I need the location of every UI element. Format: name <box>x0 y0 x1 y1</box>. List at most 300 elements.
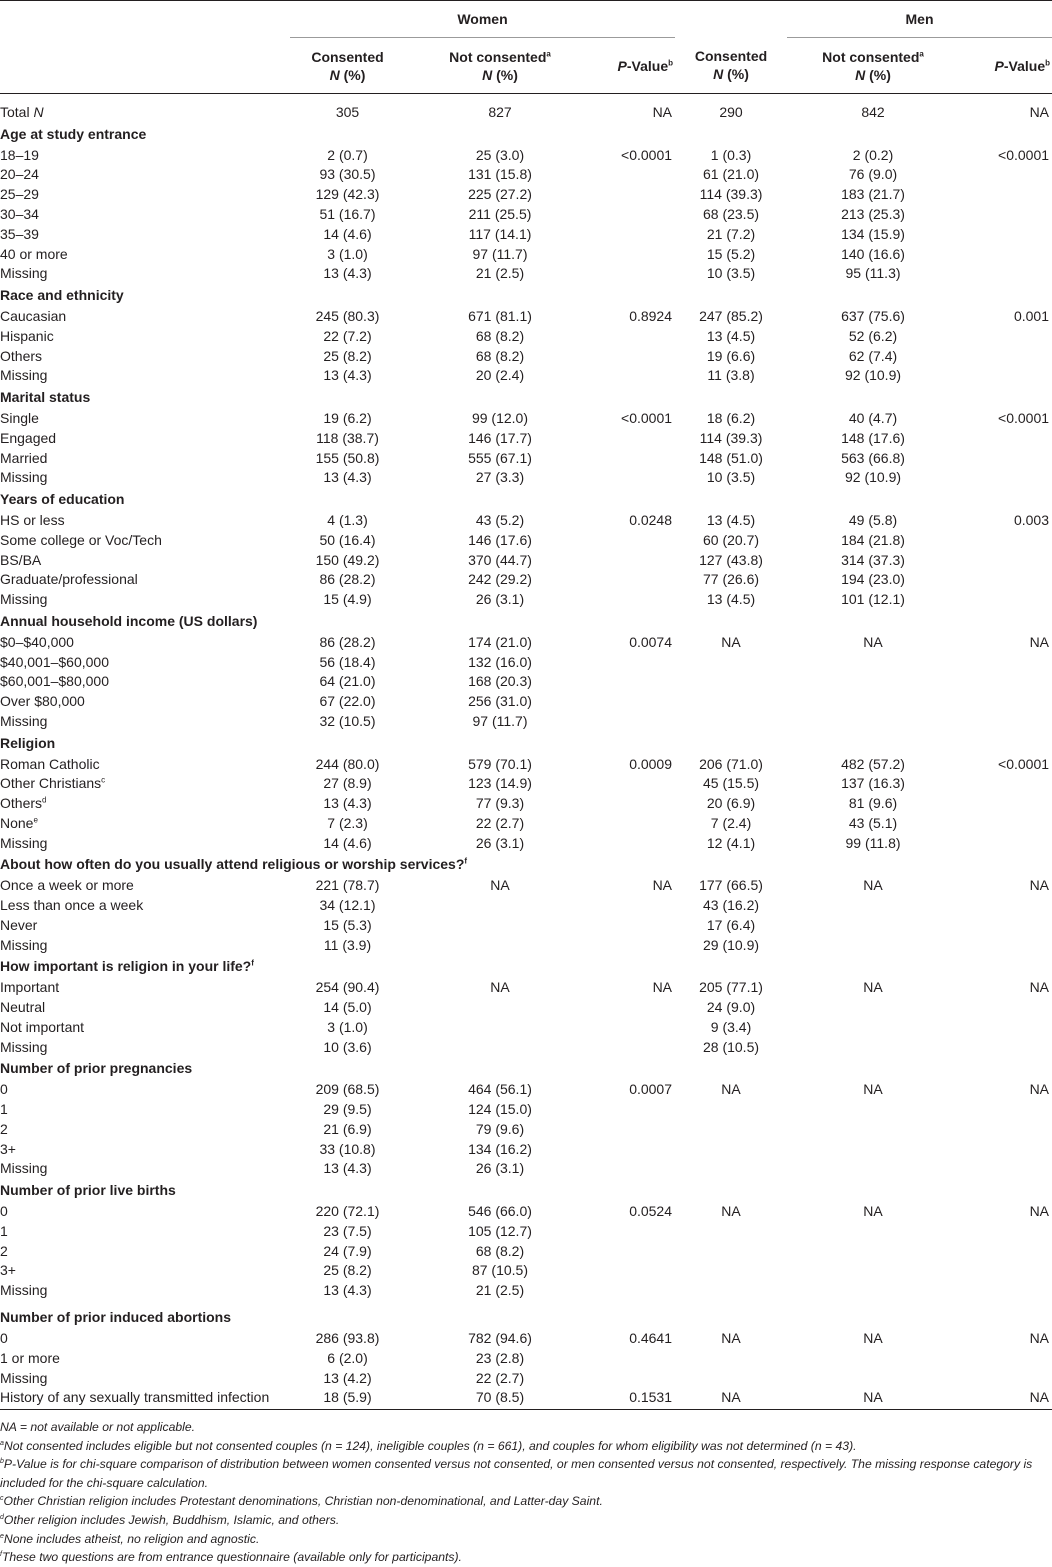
table-cell: 15 (4.9) <box>323 591 372 608</box>
section-heading <box>0 1301 1052 1329</box>
row-label <box>0 978 290 998</box>
p-letter: P <box>617 57 627 74</box>
table-row <box>0 1080 1052 1100</box>
row-label-text: 0 <box>0 1330 8 1347</box>
table-cell <box>787 896 959 916</box>
table-cell: 13 (4.3) <box>323 1160 372 1177</box>
table-cell: 77 (26.6) <box>702 571 760 588</box>
table-row <box>0 1018 1052 1038</box>
footnote-line <box>0 1492 1050 1511</box>
table-cell <box>959 468 1052 488</box>
table-cell: 129 (42.3) <box>315 186 380 203</box>
footnote-text: Not consented includes eligible but not consented couples (n = 124), ineligible couples (n = 661), and couples for whom eligibility was not determined (n = 43). <box>3 1438 857 1453</box>
table-cell <box>595 570 675 590</box>
table-cell <box>675 1159 787 1179</box>
row-label <box>0 774 290 794</box>
n-letter: N <box>329 66 340 83</box>
row-label-text: Missing <box>0 1038 48 1055</box>
table-cell <box>405 936 595 956</box>
table-cell: 148 (51.0) <box>699 449 763 466</box>
row-label-text: 35–39 <box>0 225 39 242</box>
table-cell: 61 (21.0) <box>702 166 760 183</box>
row-label <box>0 1388 290 1409</box>
row-label <box>0 307 290 327</box>
footnote-text: P-Value is for chi-square comparison of distribution between women consented versus not consented, or men consented versus not consented, respectively. The missing response category is included for the chi-square calculation. <box>0 1457 1033 1490</box>
table-cell: 140 (16.6) <box>841 245 905 262</box>
table-cell <box>959 1261 1052 1281</box>
table-cell: 183 (21.7) <box>841 186 905 203</box>
table-cell <box>595 264 675 284</box>
row-label-text: 20–24 <box>0 166 39 183</box>
table-cell: 2 (0.7) <box>327 146 368 163</box>
row-label <box>0 1120 290 1140</box>
table-cell: <0.0001 <box>621 409 673 426</box>
table-cell: 482 (57.2) <box>841 755 905 772</box>
table-cell <box>595 551 675 571</box>
section-heading-row <box>0 610 1052 633</box>
table-cell: 464 (56.1) <box>468 1081 532 1098</box>
table-cell: 211 (25.5) <box>468 205 532 222</box>
row-label <box>0 570 290 590</box>
table-cell <box>405 896 595 916</box>
section-heading <box>0 488 1052 511</box>
row-label <box>0 1349 290 1369</box>
table-cell: 21 (7.2) <box>706 225 756 242</box>
table-row <box>0 633 1052 653</box>
table-cell: 25 (8.2) <box>323 1262 372 1279</box>
row-label-text: 2 <box>0 1242 8 1259</box>
table-cell <box>595 1349 675 1369</box>
table-cell <box>959 245 1052 265</box>
table-cell: NA <box>1029 633 1050 650</box>
table-cell <box>595 774 675 794</box>
table-cell <box>595 1281 675 1301</box>
table-cell <box>675 692 787 712</box>
col-men-pvalue <box>959 38 1052 94</box>
table-cell: 64 (21.0) <box>319 673 376 690</box>
section-heading-row <box>0 853 1052 876</box>
table-cell: 0.8924 <box>629 307 673 324</box>
table-cell: 782 (94.6) <box>468 1330 532 1347</box>
table-cell: 124 (15.0) <box>468 1101 532 1118</box>
table-cell: NA <box>675 1388 787 1409</box>
row-label <box>0 1038 290 1058</box>
table-cell: 33 (10.8) <box>319 1140 376 1157</box>
table-cell <box>595 653 675 673</box>
row-label <box>0 794 290 814</box>
total-cell: 305 <box>335 104 360 120</box>
row-label <box>0 834 290 854</box>
table-row <box>0 1349 1052 1369</box>
row-label-text: 3+ <box>0 1262 16 1279</box>
table-cell: 92 (10.9) <box>844 367 902 384</box>
table-cell: 77 (9.3) <box>475 795 525 812</box>
footnote-marker: c <box>0 1495 4 1503</box>
section-heading-row <box>0 1301 1052 1329</box>
table-cell <box>595 1369 675 1389</box>
footnote-marker: a <box>0 1439 4 1447</box>
table-cell <box>675 1281 787 1301</box>
table-cell: 0.0074 <box>629 633 673 650</box>
footnote-line <box>0 1437 1050 1456</box>
row-label-text: 0 <box>0 1203 8 1220</box>
section-heading-text: Religion <box>0 734 56 751</box>
table-cell <box>959 1159 1052 1179</box>
table-cell: 244 (80.0) <box>315 755 380 772</box>
table-row <box>0 1242 1052 1262</box>
footnote-marker: f <box>464 856 468 866</box>
table-cell <box>959 896 1052 916</box>
table-cell <box>787 1159 959 1179</box>
table-cell: 50 (16.4) <box>319 531 376 548</box>
table-cell <box>595 327 675 347</box>
footnote-line <box>0 1548 1050 1567</box>
row-label-text: Not important <box>0 1018 85 1035</box>
table-cell: 563 (66.8) <box>841 449 905 466</box>
total-row <box>0 103 1052 123</box>
table-cell: 27 (8.9) <box>323 775 372 792</box>
total-cell: 842 <box>861 104 885 120</box>
table-cell: 168 (20.3) <box>468 673 532 690</box>
table-cell: 24 (9.0) <box>706 999 756 1016</box>
table-cell: 20 (2.4) <box>475 367 525 384</box>
table-cell: 27 (3.3) <box>475 469 525 486</box>
table-cell: 29 (10.9) <box>702 936 760 953</box>
table-cell: 62 (7.4) <box>848 347 898 364</box>
row-label-text: Missing <box>0 265 48 282</box>
table-cell: 213 (25.3) <box>841 205 905 222</box>
n-letter: N <box>855 66 866 83</box>
table-row <box>0 1159 1052 1179</box>
table-cell: 1 (0.3) <box>710 146 752 163</box>
table-cell: 134 (16.2) <box>468 1140 532 1157</box>
table-cell: 43 (16.2) <box>702 897 760 914</box>
table-cell: 45 (15.5) <box>702 775 760 792</box>
table-cell <box>787 1140 959 1160</box>
table-cell: 19 (6.6) <box>706 347 756 364</box>
table-cell <box>959 165 1052 185</box>
table-cell: 579 (70.1) <box>468 755 532 772</box>
table-cell <box>675 1140 787 1160</box>
total-cell: NA <box>1029 104 1050 120</box>
table-cell <box>959 570 1052 590</box>
row-label-text: Missing <box>0 591 48 608</box>
table-cell: NA <box>721 1081 741 1098</box>
table-row <box>0 1140 1052 1160</box>
table-cell: 10 (3.5) <box>706 469 756 486</box>
table-cell <box>959 264 1052 284</box>
table-row <box>0 936 1052 956</box>
table-row <box>0 307 1052 327</box>
table-cell: 7 (2.3) <box>327 814 368 831</box>
table-cell <box>959 1281 1052 1301</box>
table-cell: 10 (3.6) <box>323 1038 372 1055</box>
table-cell <box>595 366 675 386</box>
table-cell: 19 (6.2) <box>323 409 372 426</box>
row-label-text: 1 or more <box>0 1349 60 1366</box>
table-cell <box>595 672 675 692</box>
section-heading <box>0 1057 1052 1080</box>
table-cell <box>959 1222 1052 1242</box>
consented-label: Consented <box>694 48 768 65</box>
footnote-line <box>0 1511 1050 1530</box>
table-cell: 86 (28.2) <box>319 633 376 650</box>
table-row <box>0 245 1052 265</box>
table-row <box>0 449 1052 469</box>
table-cell: NA <box>1029 1203 1050 1220</box>
row-label-text: 1 <box>0 1222 8 1239</box>
table-cell: 146 (17.6) <box>468 531 532 548</box>
row-label-text: Others <box>0 795 43 812</box>
pct-label: (%) <box>343 66 366 83</box>
table-cell: 6 (2.0) <box>327 1349 368 1366</box>
row-label <box>0 1222 290 1242</box>
table-cell: <0.0001 <box>998 409 1050 426</box>
table-cell: 12 (4.1) <box>706 834 756 851</box>
table-cell: 22 (2.7) <box>475 814 525 831</box>
table-cell: 11 (3.9) <box>323 936 372 953</box>
pct-label: (%) <box>869 66 891 83</box>
table-row <box>0 1100 1052 1120</box>
row-label-text: Caucasian <box>0 307 67 324</box>
table-cell <box>405 1038 595 1058</box>
row-label <box>0 429 290 449</box>
table-cell: 671 (81.1) <box>468 307 532 324</box>
table-cell: 22 (2.7) <box>475 1369 525 1386</box>
row-label <box>0 590 290 610</box>
section-heading <box>0 123 1052 146</box>
table-cell: 286 (93.8) <box>315 1330 380 1347</box>
section-heading <box>0 853 1052 876</box>
table-cell: 76 (9.0) <box>848 166 898 183</box>
sup-b: b <box>668 57 674 67</box>
section-heading <box>0 955 1052 978</box>
row-label <box>0 245 290 265</box>
consented-label: Consented <box>311 48 384 65</box>
table-cell: 220 (72.1) <box>315 1203 380 1220</box>
table-cell: <0.0001 <box>621 146 673 163</box>
n-letter: N <box>713 66 724 83</box>
table-row <box>0 429 1052 449</box>
row-label-text: Missing <box>0 1282 48 1299</box>
table-cell <box>959 794 1052 814</box>
section-heading-row <box>0 1179 1052 1202</box>
table-cell <box>959 531 1052 551</box>
table-row <box>0 409 1052 429</box>
col-women-pvalue <box>595 38 675 94</box>
footnote-marker: f <box>251 958 254 968</box>
table-cell <box>787 1018 959 1038</box>
row-label-text: Others <box>0 347 43 364</box>
table-cell: 105 (12.7) <box>468 1222 532 1239</box>
section-heading-text: Number of prior pregnancies <box>0 1060 193 1077</box>
table-cell: 17 (6.4) <box>706 916 756 933</box>
section-heading <box>0 386 1052 409</box>
section-heading-row <box>0 955 1052 978</box>
table-row <box>0 468 1052 488</box>
table-cell: 25 (8.2) <box>323 347 372 364</box>
table-cell: NA <box>863 877 883 894</box>
column-header-label <box>0 38 290 94</box>
table-cell: 9 (3.4) <box>710 1018 752 1035</box>
section-heading-text: Annual household income (US dollars) <box>0 612 258 629</box>
footnote-marker: c <box>101 775 106 785</box>
table-cell: 26 (3.1) <box>475 591 525 608</box>
table-cell <box>959 1018 1052 1038</box>
section-heading <box>0 1179 1052 1202</box>
section-heading-row <box>0 284 1052 307</box>
table-cell <box>595 998 675 1018</box>
table-cell: 23 (7.5) <box>323 1222 372 1239</box>
table-cell <box>959 449 1052 469</box>
table-cell: 70 (8.5) <box>405 1388 595 1409</box>
section-heading-text: Years of education <box>0 491 125 508</box>
table-cell: 0.003 <box>1013 511 1050 528</box>
table-cell <box>675 672 787 692</box>
pct-label: (%) <box>496 66 518 83</box>
group-gap <box>675 1 787 38</box>
table-cell: 13 (4.3) <box>323 795 372 812</box>
table-cell: 68 (23.5) <box>702 205 760 222</box>
footnote-marker: f <box>0 1551 2 1559</box>
section-heading-row <box>0 488 1052 511</box>
table-cell: 95 (11.3) <box>845 265 901 282</box>
table-cell <box>595 449 675 469</box>
table-cell <box>595 1261 675 1281</box>
row-label-text: 40 or more <box>0 245 68 262</box>
table-cell <box>675 653 787 673</box>
pct-label: (%) <box>727 66 749 83</box>
table-cell: 68 (8.2) <box>475 1242 525 1259</box>
section-heading-text: Marital status <box>0 389 91 406</box>
corner-cell <box>0 1 290 38</box>
footnote-marker: d <box>42 795 47 805</box>
table-cell: NA <box>1029 1081 1050 1098</box>
row-label-text: $0–$40,000 <box>0 633 74 650</box>
table-cell <box>595 429 675 449</box>
table-cell <box>595 834 675 854</box>
table-cell: 21 (2.5) <box>475 265 525 282</box>
col-men-consented <box>675 38 787 94</box>
row-label-text: Never <box>0 916 38 933</box>
table-cell: 155 (50.8) <box>315 449 380 466</box>
table-row <box>0 1202 1052 1222</box>
table-cell: 32 (10.5) <box>319 712 376 729</box>
total-label <box>0 103 290 123</box>
table-row <box>0 672 1052 692</box>
table-cell: 221 (78.7) <box>315 877 380 894</box>
row-label-text: BS/BA <box>0 551 42 568</box>
table-cell: 137 (16.3) <box>841 775 905 792</box>
row-label <box>0 1242 290 1262</box>
row-label <box>0 755 290 775</box>
table-cell <box>959 1242 1052 1262</box>
row-label-text: Single <box>0 409 39 426</box>
table-cell <box>595 347 675 367</box>
table-cell <box>787 712 959 732</box>
sup-b: b <box>1045 57 1051 67</box>
table-row <box>0 205 1052 225</box>
table-cell <box>787 1038 959 1058</box>
table-cell: NA <box>721 633 741 650</box>
table-cell: 13 (4.3) <box>323 367 372 384</box>
table-row <box>0 998 1052 1018</box>
table-cell: 184 (21.8) <box>841 531 905 548</box>
table-row <box>0 551 1052 571</box>
table-cell <box>959 834 1052 854</box>
table-cell <box>787 1242 959 1262</box>
section-heading-row <box>0 123 1052 146</box>
table-cell <box>595 468 675 488</box>
table-cell <box>595 916 675 936</box>
row-label <box>0 692 290 712</box>
table-cell: 14 (4.6) <box>323 225 372 242</box>
section-heading <box>0 732 1052 755</box>
table-cell <box>959 590 1052 610</box>
table-row <box>0 185 1052 205</box>
table-cell: 127 (43.8) <box>699 551 763 568</box>
table-cell <box>787 1261 959 1281</box>
table-cell <box>675 1100 787 1120</box>
table-cell: 114 (39.3) <box>699 186 763 203</box>
row-label-text: 25–29 <box>0 186 39 203</box>
table-cell: 225 (27.2) <box>468 186 532 203</box>
table-cell: 0.0248 <box>629 511 673 528</box>
footnote-marker: b <box>0 1458 4 1466</box>
table-cell <box>595 225 675 245</box>
row-label-text: Missing <box>0 1160 48 1177</box>
table-cell <box>787 672 959 692</box>
table-cell <box>405 998 595 1018</box>
table-cell: 43 (5.1) <box>848 814 898 831</box>
table-row <box>0 511 1052 531</box>
table-cell <box>959 774 1052 794</box>
table-cell: 256 (31.0) <box>468 693 532 710</box>
row-label <box>0 531 290 551</box>
row-label <box>0 347 290 367</box>
footnote-text: Other religion includes Jewish, Buddhism, Islamic, and others. <box>3 1512 340 1527</box>
table-cell: 0.1531 <box>595 1388 675 1409</box>
row-label-text: 30–34 <box>0 205 39 222</box>
table-cell: 93 (30.5) <box>319 166 376 183</box>
total-cell: 290 <box>719 104 743 120</box>
total-cell: 827 <box>488 104 512 120</box>
table-cell: 254 (90.4) <box>315 979 380 996</box>
row-label-text: Some college or Voc/Tech <box>0 531 162 548</box>
table-cell <box>595 1140 675 1160</box>
table-cell: 29 (9.5) <box>323 1101 372 1118</box>
p-rest: -Value <box>1003 57 1046 74</box>
total-cell: NA <box>652 104 673 120</box>
table-row <box>0 590 1052 610</box>
section-heading-text: About how often do you usually attend religious or worship services? <box>0 856 465 873</box>
table-cell: 97 (11.7) <box>472 245 528 262</box>
row-label <box>0 551 290 571</box>
total-prefix: Total <box>0 104 34 120</box>
row-label-text: History of any sexually transmitted infection <box>0 1389 270 1406</box>
table-row <box>0 774 1052 794</box>
table-cell <box>595 185 675 205</box>
table-cell: 99 (12.0) <box>471 409 529 426</box>
table-cell: NA <box>1029 1330 1050 1347</box>
footnote-marker: e <box>33 815 38 825</box>
table-cell: 10 (3.5) <box>706 265 756 282</box>
table-cell: <0.0001 <box>998 146 1050 163</box>
section-heading-text: How important is religion in your life? <box>0 958 252 975</box>
row-label-text: Missing <box>0 469 48 486</box>
table-cell <box>787 1222 959 1242</box>
table-row <box>0 347 1052 367</box>
